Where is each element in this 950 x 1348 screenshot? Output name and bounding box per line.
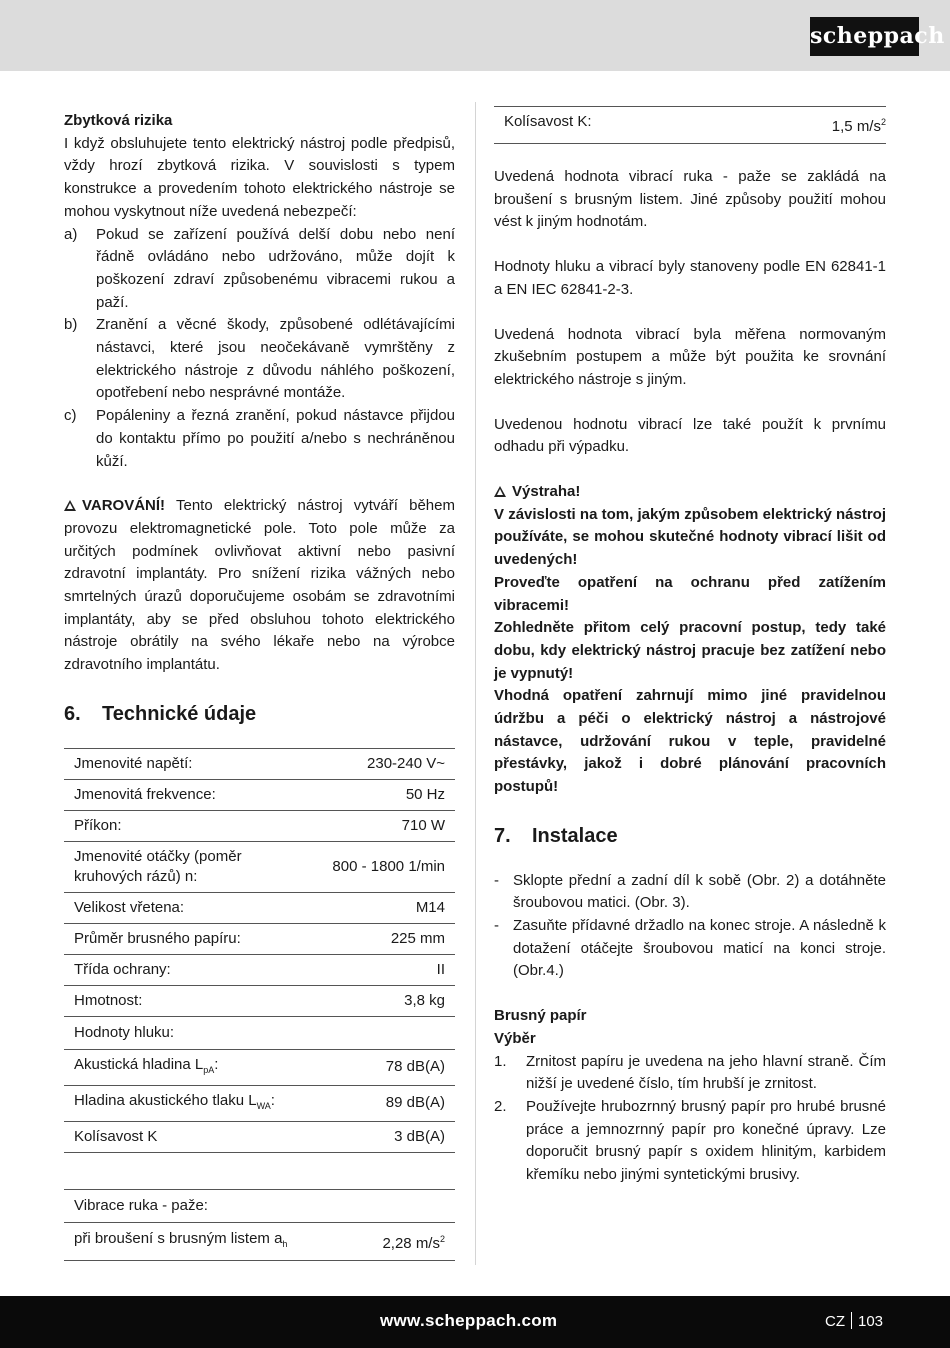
spec-value: M14 [319, 892, 455, 923]
value-text: 2,28 m/s [382, 1234, 440, 1252]
vibration-uncertainty-row [494, 106, 886, 144]
spec-label [64, 1085, 319, 1121]
list-text: Zasuňte přídavné držadlo na konec stroje. A následně k dotažení otáčejte šroubovou maticí na konci stroje. (Obr.4.) [513, 916, 886, 980]
caution-title [494, 481, 886, 504]
label-text: Akustická hladina L [74, 1055, 204, 1073]
list-text: Pokud se zařízení používá delší dobu nebo není řádně ovládáno nebo udržováno, může dojít k poškození zdraví způsobenému vibracemi rukou a paží. [96, 225, 455, 311]
spec-value: 230-240 V~ [319, 748, 455, 779]
caution-line: Vhodná opatření zahrnují mimo jiné pravidelnou údržbu a péči o elektrický nástroj a nástrojové nástavce, udržování rukou v teple, pravidelné přestávky, jakož i dobré plánování pracovních postupů! [494, 687, 886, 796]
list-item [494, 1096, 886, 1187]
right-column [494, 106, 886, 1187]
spec-label: Hodnoty hluku: [64, 1016, 455, 1049]
spec-label: Jmenovitá frekvence: [64, 779, 319, 810]
spec-value: II [319, 954, 455, 985]
website-link[interactable]: www.scheppach.com [380, 1311, 558, 1330]
caution-title-text: Výstraha! [512, 483, 581, 501]
value-superscript: 2 [880, 117, 886, 127]
residual-risks-intro: I když obsluhujete tento elektrický nástroj podle předpisů, vždy hrozí zbytková rizika. V souvislosti s typem konstrukce a provedením tohoto elektrického nástroje se mohou vyskytnout níže uvedená nebezpečí: [64, 134, 455, 220]
caution-line: Zohledněte přitom celý pracovní postup, tedy také dobu, kdy elektrický nástroj pracuje bez zatížení nebo je vypnutý! [494, 619, 886, 682]
spec-label: Třída ochrany: [64, 954, 319, 985]
spec-value: 50 Hz [319, 779, 455, 810]
warning-label: VAROVÁNÍ! [82, 497, 166, 515]
install-steps-list [494, 870, 886, 984]
spec-label: Jmenovité napětí: [64, 748, 319, 779]
list-marker: - [494, 916, 499, 934]
page-indicator [825, 1312, 883, 1330]
spec-value: 89 dB(A) [319, 1085, 455, 1121]
list-text: Zranění a věcné škody, způsobené odlétávajícími nástavci, které jsou neočekávaně vymrštěny z elektrického nástroje z důvodu náhlého poškození, opotřebení nebo nesprávné montáže. [96, 316, 455, 402]
table-row-spacer [64, 1152, 455, 1189]
caution-line: Proveďte opatření na ochranu před zatížením vibracemi! [494, 573, 886, 614]
spec-table [64, 748, 455, 1261]
list-item [494, 1051, 886, 1096]
table-row [64, 810, 455, 841]
spec-label: Kolísavost K [64, 1121, 319, 1152]
list-item [494, 915, 886, 983]
table-row [64, 779, 455, 810]
sanding-paper-title: Brusný papír [494, 1007, 587, 1025]
label-subscript: WA [256, 1100, 271, 1111]
table-row [64, 892, 455, 923]
label-suffix: : [214, 1055, 219, 1073]
label-suffix: : [270, 1091, 275, 1109]
value-text: 1,5 m/s [831, 118, 881, 135]
k-value [832, 112, 886, 137]
residual-risks-title: Zbytková rizika [64, 112, 173, 129]
spec-label: Jmenovité otáčky (poměr kruhových rázů) n: [64, 841, 319, 892]
scheppach-logo: scheppach [810, 17, 919, 56]
label-subscript: h [282, 1238, 288, 1249]
warning-text: Tento elektrický nástroj vytváří během provozu elektromagnetické pole. Toto pole může za určitých podmínek ovlivňovat aktivní nebo pasivní zdravotní implantáty. Pro snížení rizika vážných nebo smrtelných úrazů doporučujeme osobám se zdravotními implantáty, aby se před obsluhou tohoto elektrického nástroje obrátily na svého lékaře nebo na výrobce zdravotního implantátu. [64, 497, 455, 674]
page-footer [0, 1296, 950, 1348]
section-title: Technické údaje [102, 702, 257, 725]
page-header [0, 0, 950, 71]
spec-value: 710 W [319, 810, 455, 841]
section-6-heading [64, 703, 455, 726]
list-item [494, 870, 886, 915]
label-text: Hladina akustického tlaku L [74, 1091, 257, 1109]
list-marker: a) [64, 225, 78, 243]
spec-value: 3 dB(A) [319, 1121, 455, 1152]
paragraph: Hodnoty hluku a vibrací byly stanoveny podle EN 62841-1 a EN IEC 62841-2-3. [494, 258, 886, 298]
paragraph: Uvedenou hodnotu vibrací lze také použít k prvnímu odhadu při výpadku. [494, 415, 886, 456]
separator [851, 1312, 852, 1329]
left-column [64, 110, 455, 1261]
table-row [64, 1016, 455, 1049]
list-text: Popáleniny a řezná zranění, pokud nástavce přijdou do kontaktu přímo po použití a/nebo s nechráněnou kůží. [96, 407, 455, 470]
list-marker: - [494, 871, 499, 889]
language-code: CZ [825, 1313, 845, 1330]
label-text: při broušení s brusným listem a [74, 1229, 283, 1247]
page-number: 103 [858, 1313, 884, 1330]
selection-subtitle: Výběr [494, 1029, 536, 1047]
spec-label [64, 1222, 319, 1260]
table-row [64, 923, 455, 954]
list-item [64, 314, 455, 405]
label-subscript: pA [203, 1064, 215, 1075]
list-marker: 2. [494, 1097, 507, 1115]
section-number: 7. [494, 824, 511, 847]
list-text: Zrnitost papíru je uvedena na jeho hlavní straně. Čím nižší je uvedené číslo, tím hrubší je zrnitost. [526, 1052, 886, 1093]
sanding-paper-list [494, 1051, 886, 1187]
table-row [64, 841, 455, 892]
section-title: Instalace [532, 824, 618, 847]
column-divider [475, 102, 476, 1265]
list-text: Používejte hrubozrnný brusný papír pro hrubé brusné práce a jemnozrnný papír pro konečné úpravy. Lze doporučit brusný papír s oxidem hlinitým, karbidem křemíku nebo jinými syntetickými brusivy. [526, 1097, 886, 1184]
list-item [64, 224, 455, 315]
paragraph: Uvedená hodnota vibrací byla měřena normovaným zkušebním postupem a může být použita ke srovnání elektrického nástroje s jiným. [494, 325, 886, 388]
table-row [64, 1189, 455, 1222]
table-row [64, 954, 455, 985]
spec-value: 225 mm [319, 923, 455, 954]
list-marker: c) [64, 407, 77, 425]
emf-warning [64, 495, 455, 677]
spec-label: Příkon: [64, 810, 319, 841]
value-superscript: 2 [439, 1233, 445, 1244]
table-row [64, 1085, 455, 1121]
table-row [64, 1222, 455, 1260]
k-label: Kolísavost K: [504, 113, 592, 130]
section-number: 6. [64, 702, 81, 725]
caution-line: V závislosti na tom, jakým způsobem elektrický nástroj používáte, se mohou skutečné hodnoty vibrací lišit od uvedených! [494, 505, 886, 569]
list-marker: b) [64, 316, 78, 334]
table-row [64, 985, 455, 1016]
spec-label [64, 1049, 319, 1085]
list-marker: 1. [494, 1052, 507, 1070]
spec-label: Průměr brusného papíru: [64, 923, 319, 954]
spec-value: 78 dB(A) [319, 1049, 455, 1085]
spec-value [319, 1222, 455, 1260]
table-row [64, 1049, 455, 1085]
spec-value: 800 - 1800 1/min [319, 841, 455, 892]
spec-label: Velikost vřetena: [64, 892, 319, 923]
warning-triangle-icon [64, 500, 76, 511]
table-row [64, 748, 455, 779]
table-row [64, 1121, 455, 1152]
list-text: Sklopte přední a zadní díl k sobě (Obr. 2) a dotáhněte šroubovou matici. (Obr. 3). [513, 871, 886, 912]
residual-risks-list [64, 224, 455, 474]
paragraph: Uvedená hodnota vibrací ruka - paže se zakládá na broušení s brusným listem. Jiné způsoby použití mohou vést k jiným hodnotám. [494, 168, 886, 231]
spec-label: Hmotnost: [64, 985, 319, 1016]
caution-block [494, 481, 886, 799]
section-7-heading [494, 825, 886, 848]
list-item [64, 405, 455, 473]
warning-triangle-icon [494, 486, 506, 497]
spec-label: Vibrace ruka - paže: [64, 1189, 455, 1222]
spec-value: 3,8 kg [319, 985, 455, 1016]
